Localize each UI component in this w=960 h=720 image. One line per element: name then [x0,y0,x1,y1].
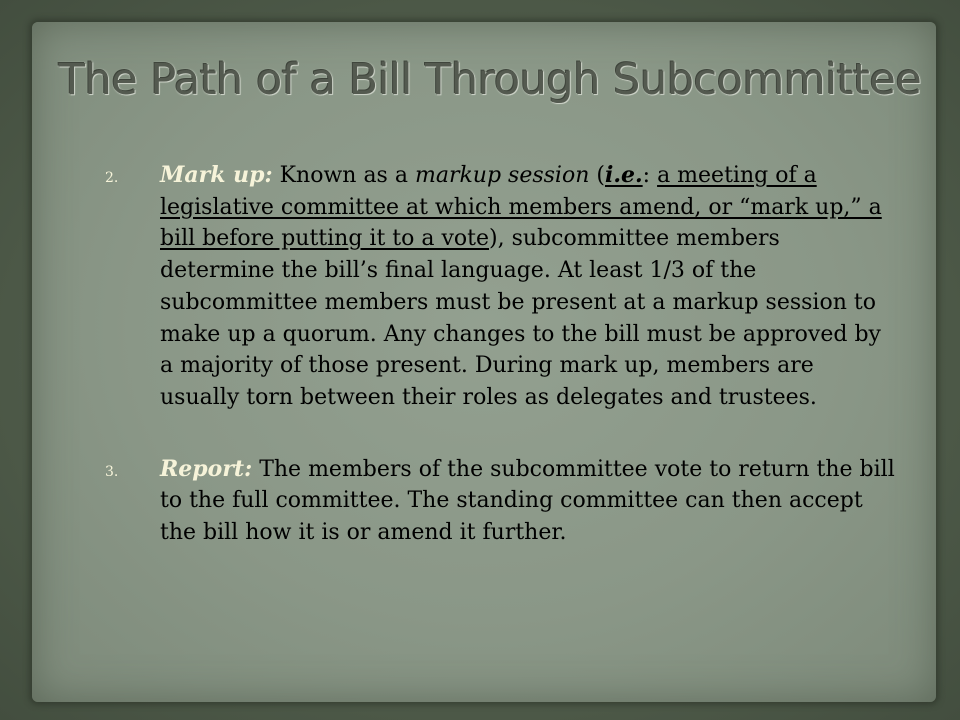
item-text: : [642,163,658,188]
slide-title: The Path of a Bill Through Subcommittee [58,55,922,105]
slide-body [100,160,900,549]
item-number: 2. [105,170,119,186]
item-text: The members of the subcommittee vote to return the bill to the full committee. The standing committee can then accept the bill how it is or amend it further. [160,456,895,546]
item-number: 3. [105,463,119,480]
abbreviation-ie: i.e. [604,162,643,188]
list-item-mark-up [100,160,900,414]
underlined-definition: a meeting of a legislative committee at which members amend, or “mark up,” a bill before putting it to a vote [160,163,882,252]
item-text: ), subcommittee members determine the bill’s final language. At least 1/3 of the subcommittee members must be present at a markup session to make up a quorum. Any changes to the bill must be approved by a majority of those present. During mark up, members are usually torn between their roles as delegates and trustees. [160,226,881,410]
term-mark-up: Mark up: [160,162,273,188]
italic-phrase: markup session [414,163,590,188]
item-text: Known as a [272,163,415,188]
term-report: Report: [160,455,253,482]
list-item-report [100,454,900,549]
item-text: ( [589,163,605,188]
